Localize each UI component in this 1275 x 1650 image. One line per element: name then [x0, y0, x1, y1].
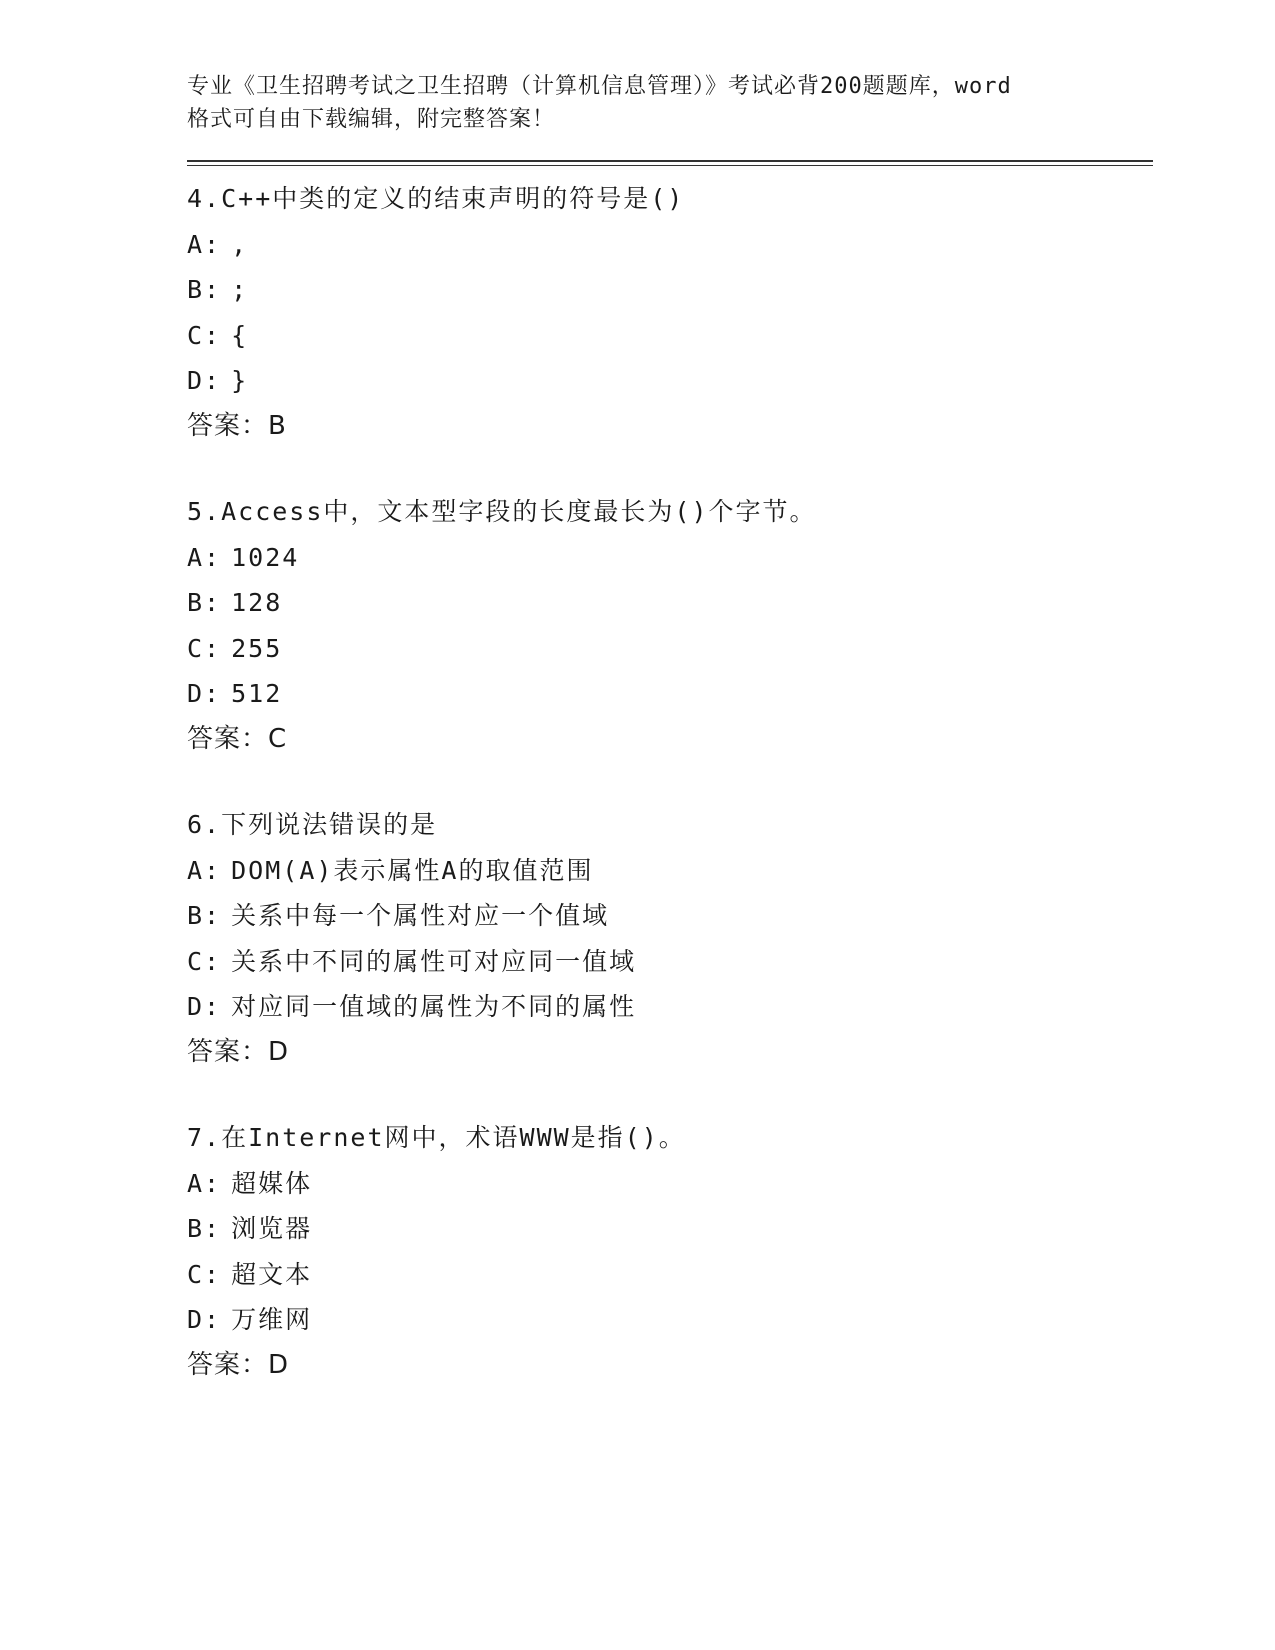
- answer-line: 答案：C: [187, 723, 288, 754]
- option-a: [187, 535, 1153, 581]
- option-c: [187, 626, 1153, 672]
- option-b: [187, 580, 1153, 626]
- header-line-1: 专业《卫生招聘考试之卫生招聘（计算机信息管理）》考试必背200题题库，word: [187, 74, 1012, 99]
- option-d: [187, 671, 1153, 717]
- question-title: 5.Access中，文本型字段的长度最长为()个字节。: [187, 497, 817, 526]
- header-line-2: 格式可自由下载编辑，附完整答案！: [187, 107, 556, 132]
- option-text: 超媒体: [231, 1168, 313, 1198]
- option-a: [187, 222, 1153, 268]
- option-letter: D:: [187, 992, 222, 1021]
- option-c: [187, 1252, 1153, 1298]
- option-letter: B:: [187, 1214, 222, 1243]
- option-letter: A:: [187, 229, 222, 259]
- answer-line: 答案：D: [187, 1036, 290, 1067]
- option-text: DOM(A)表示属性A的取值范围: [231, 855, 594, 885]
- option-letter: D:: [187, 1305, 222, 1334]
- option-text: ;: [231, 275, 249, 304]
- question-title: 7.在Internet网中，术语WWW是指()。: [187, 1123, 686, 1152]
- option-text: ,: [231, 229, 249, 259]
- option-text: 关系中不同的属性可对应同一值域: [231, 946, 637, 976]
- option-text: {: [231, 320, 249, 350]
- option-letter: A:: [187, 855, 222, 885]
- question-7: [187, 1115, 1153, 1388]
- option-d: [187, 984, 1153, 1030]
- option-text: 128: [231, 588, 283, 617]
- answer-line: 答案：B: [187, 410, 287, 441]
- option-text: 关系中每一个属性对应一个值域: [231, 901, 610, 930]
- option-letter: C:: [187, 633, 222, 663]
- option-text: 浏览器: [231, 1214, 313, 1243]
- option-letter: A:: [187, 542, 222, 572]
- option-letter: D:: [187, 679, 222, 708]
- question-4: [187, 176, 1153, 449]
- option-text: 255: [231, 633, 283, 663]
- answer-line: 答案：D: [187, 1349, 290, 1380]
- option-letter: A:: [187, 1168, 222, 1198]
- option-text: 对应同一值域的属性为不同的属性: [231, 992, 637, 1021]
- question-title: 4.C++中类的定义的结束声明的符号是(): [187, 184, 685, 213]
- option-letter: C:: [187, 1259, 222, 1289]
- option-c: [187, 939, 1153, 985]
- option-text: 万维网: [231, 1305, 313, 1334]
- document-page: [187, 70, 1153, 1388]
- option-letter: D:: [187, 366, 222, 395]
- option-text: }: [231, 366, 249, 395]
- option-a: [187, 1161, 1153, 1207]
- option-text: 超文本: [231, 1259, 313, 1289]
- option-letter: C:: [187, 946, 222, 976]
- question-title: 6.下列说法错误的是: [187, 810, 438, 839]
- option-letter: C:: [187, 320, 222, 350]
- document-header: [187, 70, 1153, 136]
- option-d: [187, 358, 1153, 404]
- option-c: [187, 313, 1153, 359]
- option-b: [187, 267, 1153, 313]
- option-a: [187, 848, 1153, 894]
- question-list: [187, 176, 1153, 1388]
- option-b: [187, 893, 1153, 939]
- option-text: 512: [231, 679, 283, 708]
- option-letter: B:: [187, 275, 222, 304]
- option-letter: B:: [187, 588, 222, 617]
- option-letter: B:: [187, 901, 222, 930]
- question-5: [187, 489, 1153, 762]
- option-d: [187, 1297, 1153, 1343]
- header-divider: [187, 160, 1153, 166]
- option-b: [187, 1206, 1153, 1252]
- option-text: 1024: [231, 542, 300, 572]
- question-6: [187, 802, 1153, 1075]
